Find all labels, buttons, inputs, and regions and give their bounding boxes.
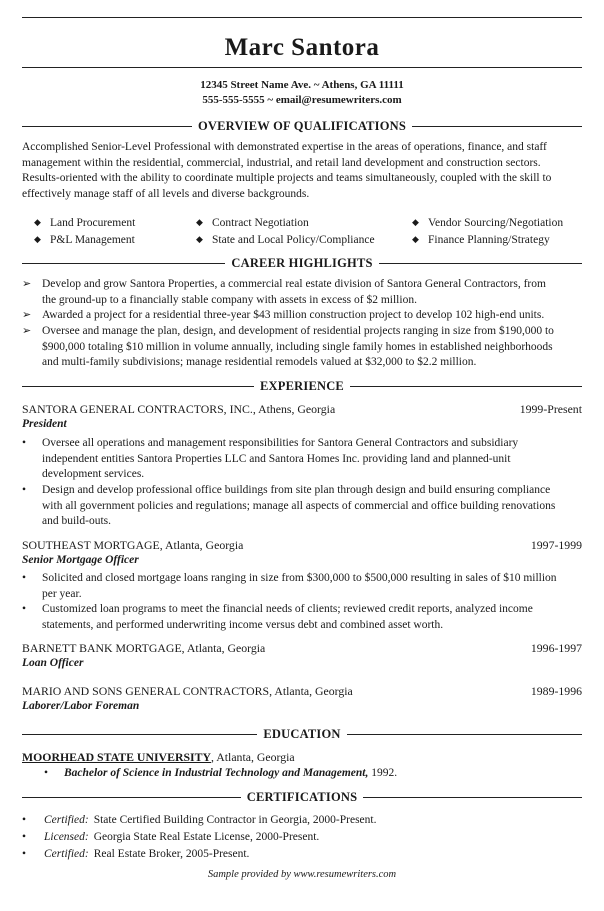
highlight-item: ➢ Oversee and manage the plan, design, and development of residential projects ranging in size from $190,000 to $900,000 totaling $10 million in volume annually, including single family homes in established neighborhoods and multi-family subdivisions; manage residential remodels valued at $32,000 to $2.2 million.: [22, 324, 584, 371]
skill-item: ◆ Contract Negotiation: [196, 214, 309, 231]
top-rule: [22, 17, 582, 18]
job-role: President: [22, 418, 67, 430]
footer-credit: Sample provided by www.resumewriters.com: [207, 869, 397, 880]
skill-item: ◆ State and Local Policy/Compliance: [196, 231, 375, 248]
candidate-name: Marc Santora: [224, 34, 380, 61]
job-dates: 1989-1996: [530, 684, 582, 698]
diamond-bullet-icon: ◆: [34, 234, 41, 244]
diamond-bullet-icon: ◆: [196, 234, 203, 244]
bullet-dot-icon: •: [44, 767, 49, 779]
job-header: [22, 683, 582, 699]
skill-item: ◆ Finance Planning/Strategy: [412, 231, 550, 248]
job-company: SANTORA GENERAL CONTRACTORS, INC., Athens, Georgia: [22, 402, 336, 416]
education-school: [22, 749, 295, 765]
highlight-item: ➢ Develop and grow Santora Properties, a commercial real estate division of Santora General Contractors, from the ground-up to a financially stable company with assets in excess of $2 million.: [22, 277, 584, 308]
highlight-item: ➢ Awarded a project for a residential three-year $43 million construction project to develop 102 high-end units.: [22, 308, 584, 324]
address-line: 12345 Street Name Ave. ~ Athens, GA 11111: [200, 79, 404, 91]
diamond-bullet-icon: ◆: [196, 217, 203, 227]
skill-item: ◆ P&L Management: [34, 231, 135, 248]
school-location: , Atlanta, Georgia: [211, 750, 295, 764]
section-overview-heading: OVERVIEW OF QUALIFICATIONS: [22, 119, 582, 133]
name-rule: [22, 67, 582, 68]
job-header: [22, 401, 582, 417]
section-education-heading: EDUCATION: [22, 727, 582, 741]
arrow-bullet-icon: ➢: [22, 278, 32, 290]
certification-item: • Certified: Real Estate Broker, 2005-Present.: [22, 848, 250, 860]
overview-line: effectively manage staff of all levels and diverse backgrounds.: [22, 187, 310, 200]
arrow-bullet-icon: ➢: [22, 309, 32, 321]
job-company: MARIO AND SONS GENERAL CONTRACTORS, Atlanta, Georgia: [22, 684, 353, 698]
job-dates: 1999-Present: [519, 402, 582, 416]
job-bullet: • Customized loan programs to meet the financial needs of clients; reviewed credit reports, analyzed income statements, and performed underwriting income versus debt and combined asset worth.: [22, 602, 584, 633]
diamond-bullet-icon: ◆: [412, 217, 419, 227]
bullet-dot-icon: •: [22, 814, 27, 826]
degree-name: Bachelor of Science in Industrial Technology and Management,: [64, 767, 369, 779]
education-degree: [44, 765, 397, 781]
diamond-bullet-icon: ◆: [34, 217, 41, 227]
overview-paragraph: [22, 140, 582, 202]
job-role: Laborer/Labor Foreman: [22, 700, 140, 712]
certification-item: • Certified: State Certified Building Contractor in Georgia, 2000-Present.: [22, 814, 377, 826]
job-bullet: • Solicited and closed mortgage loans ranging in size from $300,000 to $500,000 resulting in sales of $10 million per year.: [22, 571, 584, 602]
bullet-dot-icon: •: [22, 603, 27, 615]
job-company: BARNETT BANK MORTGAGE, Atlanta, Georgia: [22, 641, 266, 655]
job-company: SOUTHEAST MORTGAGE, Atlanta, Georgia: [22, 538, 244, 552]
contact-line: 555-555-5555 ~ email@resumewriters.com: [202, 94, 402, 106]
overview-line: management within the residential, commercial, industrial, and retail land development and construction sectors.: [22, 156, 541, 169]
degree-year: 1992.: [368, 767, 398, 779]
certification-item: • Licensed: Georgia State Real Estate License, 2000-Present.: [22, 831, 320, 843]
skill-item: ◆ Vendor Sourcing/Negotiation: [412, 214, 563, 231]
skill-item: ◆ Land Procurement: [34, 214, 135, 231]
bullet-dot-icon: •: [22, 831, 27, 843]
job-header: [22, 537, 582, 553]
school-name: MOORHEAD STATE UNIVERSITY: [22, 750, 211, 764]
bullet-dot-icon: •: [22, 572, 27, 584]
bullet-dot-icon: •: [22, 437, 27, 449]
job-role: Loan Officer: [22, 657, 84, 669]
diamond-bullet-icon: ◆: [412, 234, 419, 244]
bullet-dot-icon: •: [22, 848, 27, 860]
overview-line: Accomplished Senior-Level Professional with demonstrated expertise in the areas of operations, finance, and staff: [22, 141, 547, 153]
job-role: Senior Mortgage Officer: [22, 554, 139, 566]
job-bullet: • Design and develop professional office buildings from site plan through design and build ensuring compliance with all government policies and regulations; manage all aspects of commercial and office building renovations and build-outs.: [22, 483, 584, 530]
bullet-dot-icon: •: [22, 484, 27, 496]
job-dates: 1996-1997: [530, 641, 582, 655]
job-dates: 1997-1999: [530, 538, 582, 552]
overview-line: Results-oriented with the ability to coordinate multiple projects and teams simultaneously, coupled with the skill to: [22, 172, 552, 184]
job-bullet: • Oversee all operations and management responsibilities for Santora General Contractors and subsidiary independent entities Santora Properties LLC and Santora Homes Inc. providing land and planned-unit development services.: [22, 436, 584, 483]
section-experience-heading: EXPERIENCE: [22, 379, 582, 393]
arrow-bullet-icon: ➢: [22, 325, 32, 337]
section-highlights-heading: CAREER HIGHLIGHTS: [22, 256, 582, 270]
section-certifications-heading: CERTIFICATIONS: [22, 790, 582, 804]
job-header: [22, 640, 582, 656]
